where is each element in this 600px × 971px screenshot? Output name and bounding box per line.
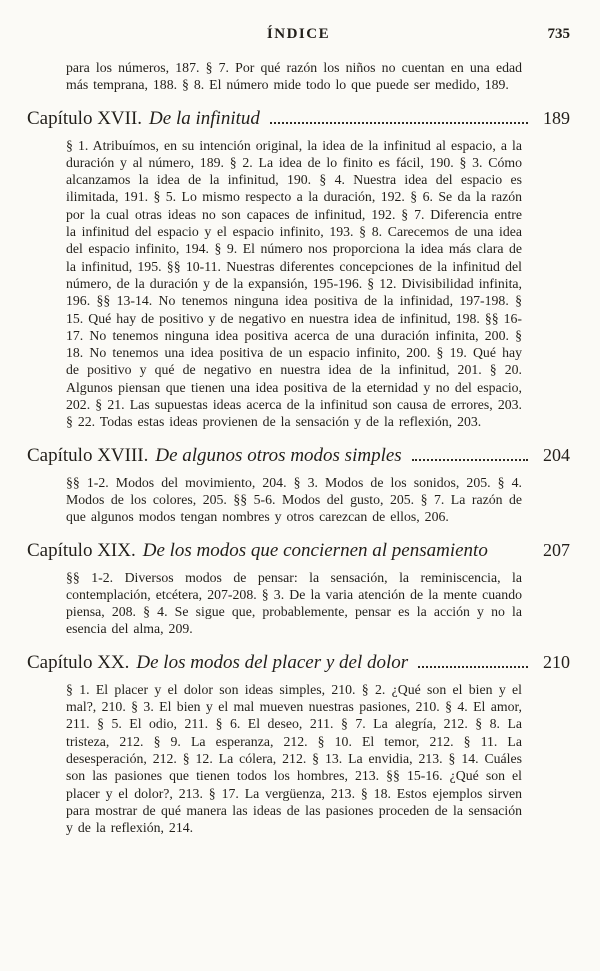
chapter-heading-xviii (27, 444, 570, 467)
chapter-entry-xvii (27, 107, 570, 431)
dot-leader (270, 122, 528, 124)
dot-leader (412, 459, 528, 461)
chapter-page-number: 189 (543, 107, 570, 128)
page-header (27, 26, 570, 46)
chapter-heading-xvii (27, 107, 570, 130)
chapter-page-number: 204 (543, 444, 570, 465)
chapter-summary: §§ 1-2. Modos del movimiento, 204. § 3. Modos de los sonidos, 205. § 4. Modos de los colores, 205. §§ 5-6. Modos del gusto, 205. § 7. La razón de que algunos modos tengan nombres y otros carezcan de ellos, 206. (66, 474, 522, 525)
chapter-title: De los modos del placer y del dolor (136, 651, 409, 673)
chapter-label: Capítulo XVII. (27, 107, 143, 129)
intro-continuation-paragraph: para los números, 187. § 7. Por qué razón los niños no cuentan en una edad más temprana, 188. § 8. El número mide todo lo que puede ser medido, 189. (66, 60, 522, 93)
chapter-entry-xviii (27, 444, 570, 526)
folio-number: 735 (547, 26, 570, 42)
chapter-page-number: 207 (543, 539, 570, 560)
chapter-title: De la infinitud (149, 107, 260, 129)
chapter-heading-xx (27, 651, 570, 674)
index-title: ÍNDICE (266, 26, 331, 42)
chapter-entry-xx (27, 651, 570, 837)
chapter-entry-xix (27, 539, 570, 638)
chapter-title: De los modos que conciernen al pensamiento (142, 539, 488, 561)
chapter-label: Capítulo XVIII. (27, 444, 149, 466)
chapter-title: De algunos otros modos simples (155, 444, 402, 466)
chapter-label: Capítulo XX. (27, 651, 130, 673)
chapter-summary: § 1. Atribuímos, en su intención original, la idea de la infinitud al espacio, a la duración y al número, 189. § 2. La idea de lo finito es fácil, 190. § 3. Cómo alcanzamos la idea de la infinitud, 190. § 4. Nuestra idea del espacio es ilimitada, 191. § 5. Lo mismo respecto a la duración, 192. § 6. Se da la razón por la cual otras ideas no son capaces de infinitud, 192. § 7. Diferencia entre la infinitud del espacio y el espacio infinito, 193. § 8. Carecemos de una idea del espacio infinito, 194. § 9. El número nos proporciona la idea más clara de la infinitud, 195. §§ 10-11. Nuestras diferentes concepciones de la infinitud del número, de la duración y de la expansión, 195-196. § 12. Divisibilidad infinita, 196. §§ 13-14. No tenemos ninguna idea positiva de la infinidad, 197-198. § 15. Qué hay de positivo y de negativo en nuestra idea de infinitud, 198. §§ 16-17. No tenemos ninguna idea positiva acerca de una duración infinita, 200. § 18. No tenemos una idea positiva de un espacio infinito, 200. § 19. Qué hay de positivo y qué de negativo en nuestra idea de la infinitud, 201. § 20. Algunos piensan que tienen una idea positiva de la eternidad y no del espacio, 202. § 21. Las supuestas ideas acerca de la infinitud son causa de errores, 203. § 22. Todas estas ideas provienen de la sensación y de la reflexión, 203. (66, 137, 522, 430)
chapter-summary: §§ 1-2. Diversos modos de pensar: la sensación, la reminiscencia, la contemplación, etcétera, 207-208. § 3. De la varia atención de la mente cuando piensa, 208. § 4. Se sigue que, probablemente, pensar es la acción y no la esencia del alma, 209. (66, 569, 522, 637)
dot-leader (418, 666, 528, 668)
chapter-summary: § 1. El placer y el dolor son ideas simples, 210. § 2. ¿Qué son el bien y el mal?, 210. § 3. El bien y el mal mueven nuestras pasiones, 210. § 4. El amor, 211. § 5. El odio, 211. § 6. El deseo, 211. § 7. La alegría, 212. § 8. La tristeza, 212. § 9. La esperanza, 212. § 10. El temor, 212. § 11. La desesperación, 212. § 12. La cólera, 212. § 13. La envidia, 213. § 14. Cuáles son las pasiones que tienen todos los hombres, 213. §§ 15-16. ¿Qué son el placer y el dolor?, 213. § 17. La vergüenza, 213. § 18. Estos ejemplos sirven para mostrar de qué manera las ideas de las pasiones proceden de la sensación y de la reflexión, 214. (66, 681, 522, 836)
chapter-label: Capítulo XIX. (27, 539, 136, 561)
chapter-heading-xix (27, 539, 570, 562)
chapter-page-number: 210 (543, 651, 570, 672)
